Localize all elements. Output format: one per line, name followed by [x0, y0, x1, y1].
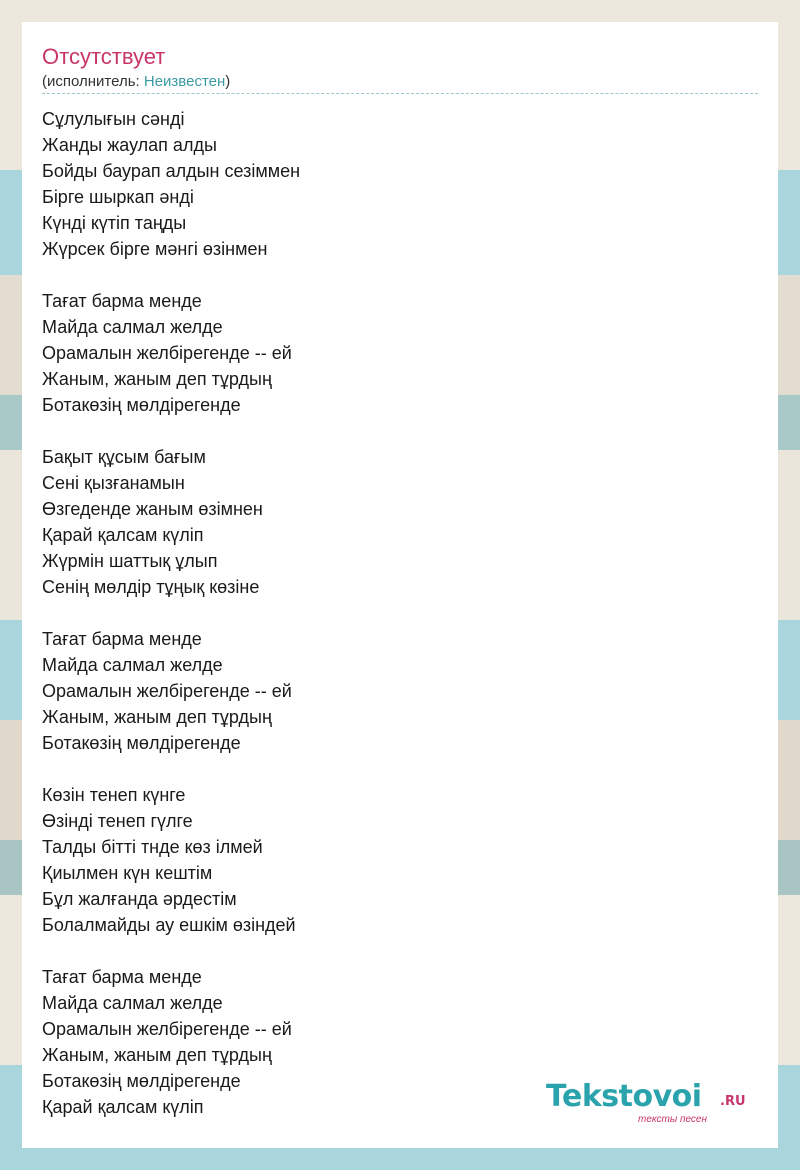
- lyric-line: Көзін тенеп күнге: [42, 785, 186, 805]
- lyric-line: Орамалын желбірегенде -- ей: [42, 681, 292, 701]
- lyric-line: Сенің мөлдір тұңық көзіне: [42, 577, 260, 597]
- lyric-line: Қиылмен күн кештім: [42, 863, 213, 883]
- lyric-line: Жаным, жаным деп тұрдың: [42, 369, 272, 389]
- stanza: [42, 288, 742, 418]
- logo-tld: .RU: [720, 1094, 746, 1109]
- artist-prefix: (исполнитель:: [42, 73, 144, 90]
- lyric-line: Болалмайды ау ешкім өзіндей: [42, 915, 296, 935]
- lyric-line: Жүрмін шаттық ұлып: [42, 551, 218, 571]
- lyric-line: Өзінді тенеп гүлге: [42, 811, 193, 831]
- lyrics-body: [42, 106, 742, 1146]
- lyric-line: Орамалын желбірегенде -- ей: [42, 1019, 292, 1039]
- lyric-line: Бірге шыркап әнді: [42, 187, 194, 207]
- lyric-line: Сұлулығын сәнді: [42, 109, 185, 129]
- lyric-line: Майда салмал желде: [42, 655, 223, 675]
- lyric-line: Қарай қалсам күліп: [42, 1097, 204, 1117]
- stanza: [42, 626, 742, 756]
- lyric-line: Бақыт құсым бағым: [42, 447, 206, 467]
- lyric-line: Күнді күтіп таңды: [42, 213, 187, 233]
- lyric-line: Өзгеденде жаным өзімнен: [42, 499, 263, 519]
- stanza: [42, 444, 742, 600]
- song-title: Отсутствует: [42, 44, 166, 69]
- artist-link[interactable]: Неизвестен: [143, 73, 226, 90]
- lyric-line: Талды бітті тнде көз ілмей: [42, 837, 263, 857]
- lyric-line: Ботакөзің мөлдірегенде: [42, 1071, 241, 1091]
- title-divider: [42, 93, 758, 94]
- lyric-line: Тағат барма менде: [42, 629, 202, 649]
- artist-suffix: ): [225, 73, 231, 90]
- lyric-line: Тағат барма менде: [42, 967, 202, 987]
- lyric-line: Жүрсек бірге мәнгі өзінмен: [42, 239, 268, 259]
- lyric-line: Орамалын желбірегенде -- ей: [42, 343, 292, 363]
- lyric-line: Сені қызғанамын: [42, 473, 185, 493]
- stanza: [42, 106, 742, 262]
- lyric-line: Тағат барма менде: [42, 291, 202, 311]
- stanza: [42, 782, 742, 938]
- logo-wordmark: Tekstovoi: [546, 1079, 702, 1114]
- site-logo[interactable]: [546, 1080, 756, 1126]
- lyric-line: Бойды баурап алдын сезіммен: [42, 161, 301, 181]
- logo-tagline: тексты песен: [638, 1114, 707, 1125]
- lyric-line: Жаным, жаным деп тұрдың: [42, 1045, 272, 1065]
- lyrics-card: [22, 22, 778, 1148]
- lyric-line: Майда салмал желде: [42, 317, 223, 337]
- lyric-line: Жанды жаулап алды: [42, 135, 217, 155]
- lyric-line: Майда салмал желде: [42, 993, 223, 1013]
- lyric-line: Жаным, жаным деп тұрдың: [42, 707, 272, 727]
- artist-line: [42, 73, 230, 91]
- lyric-line: Ботакөзің мөлдірегенде: [42, 395, 241, 415]
- lyric-line: Бұл жалғанда әрдестім: [42, 889, 237, 909]
- lyric-line: Қарай қалсам күліп: [42, 525, 204, 545]
- lyric-line: Ботакөзің мөлдірегенде: [42, 733, 241, 753]
